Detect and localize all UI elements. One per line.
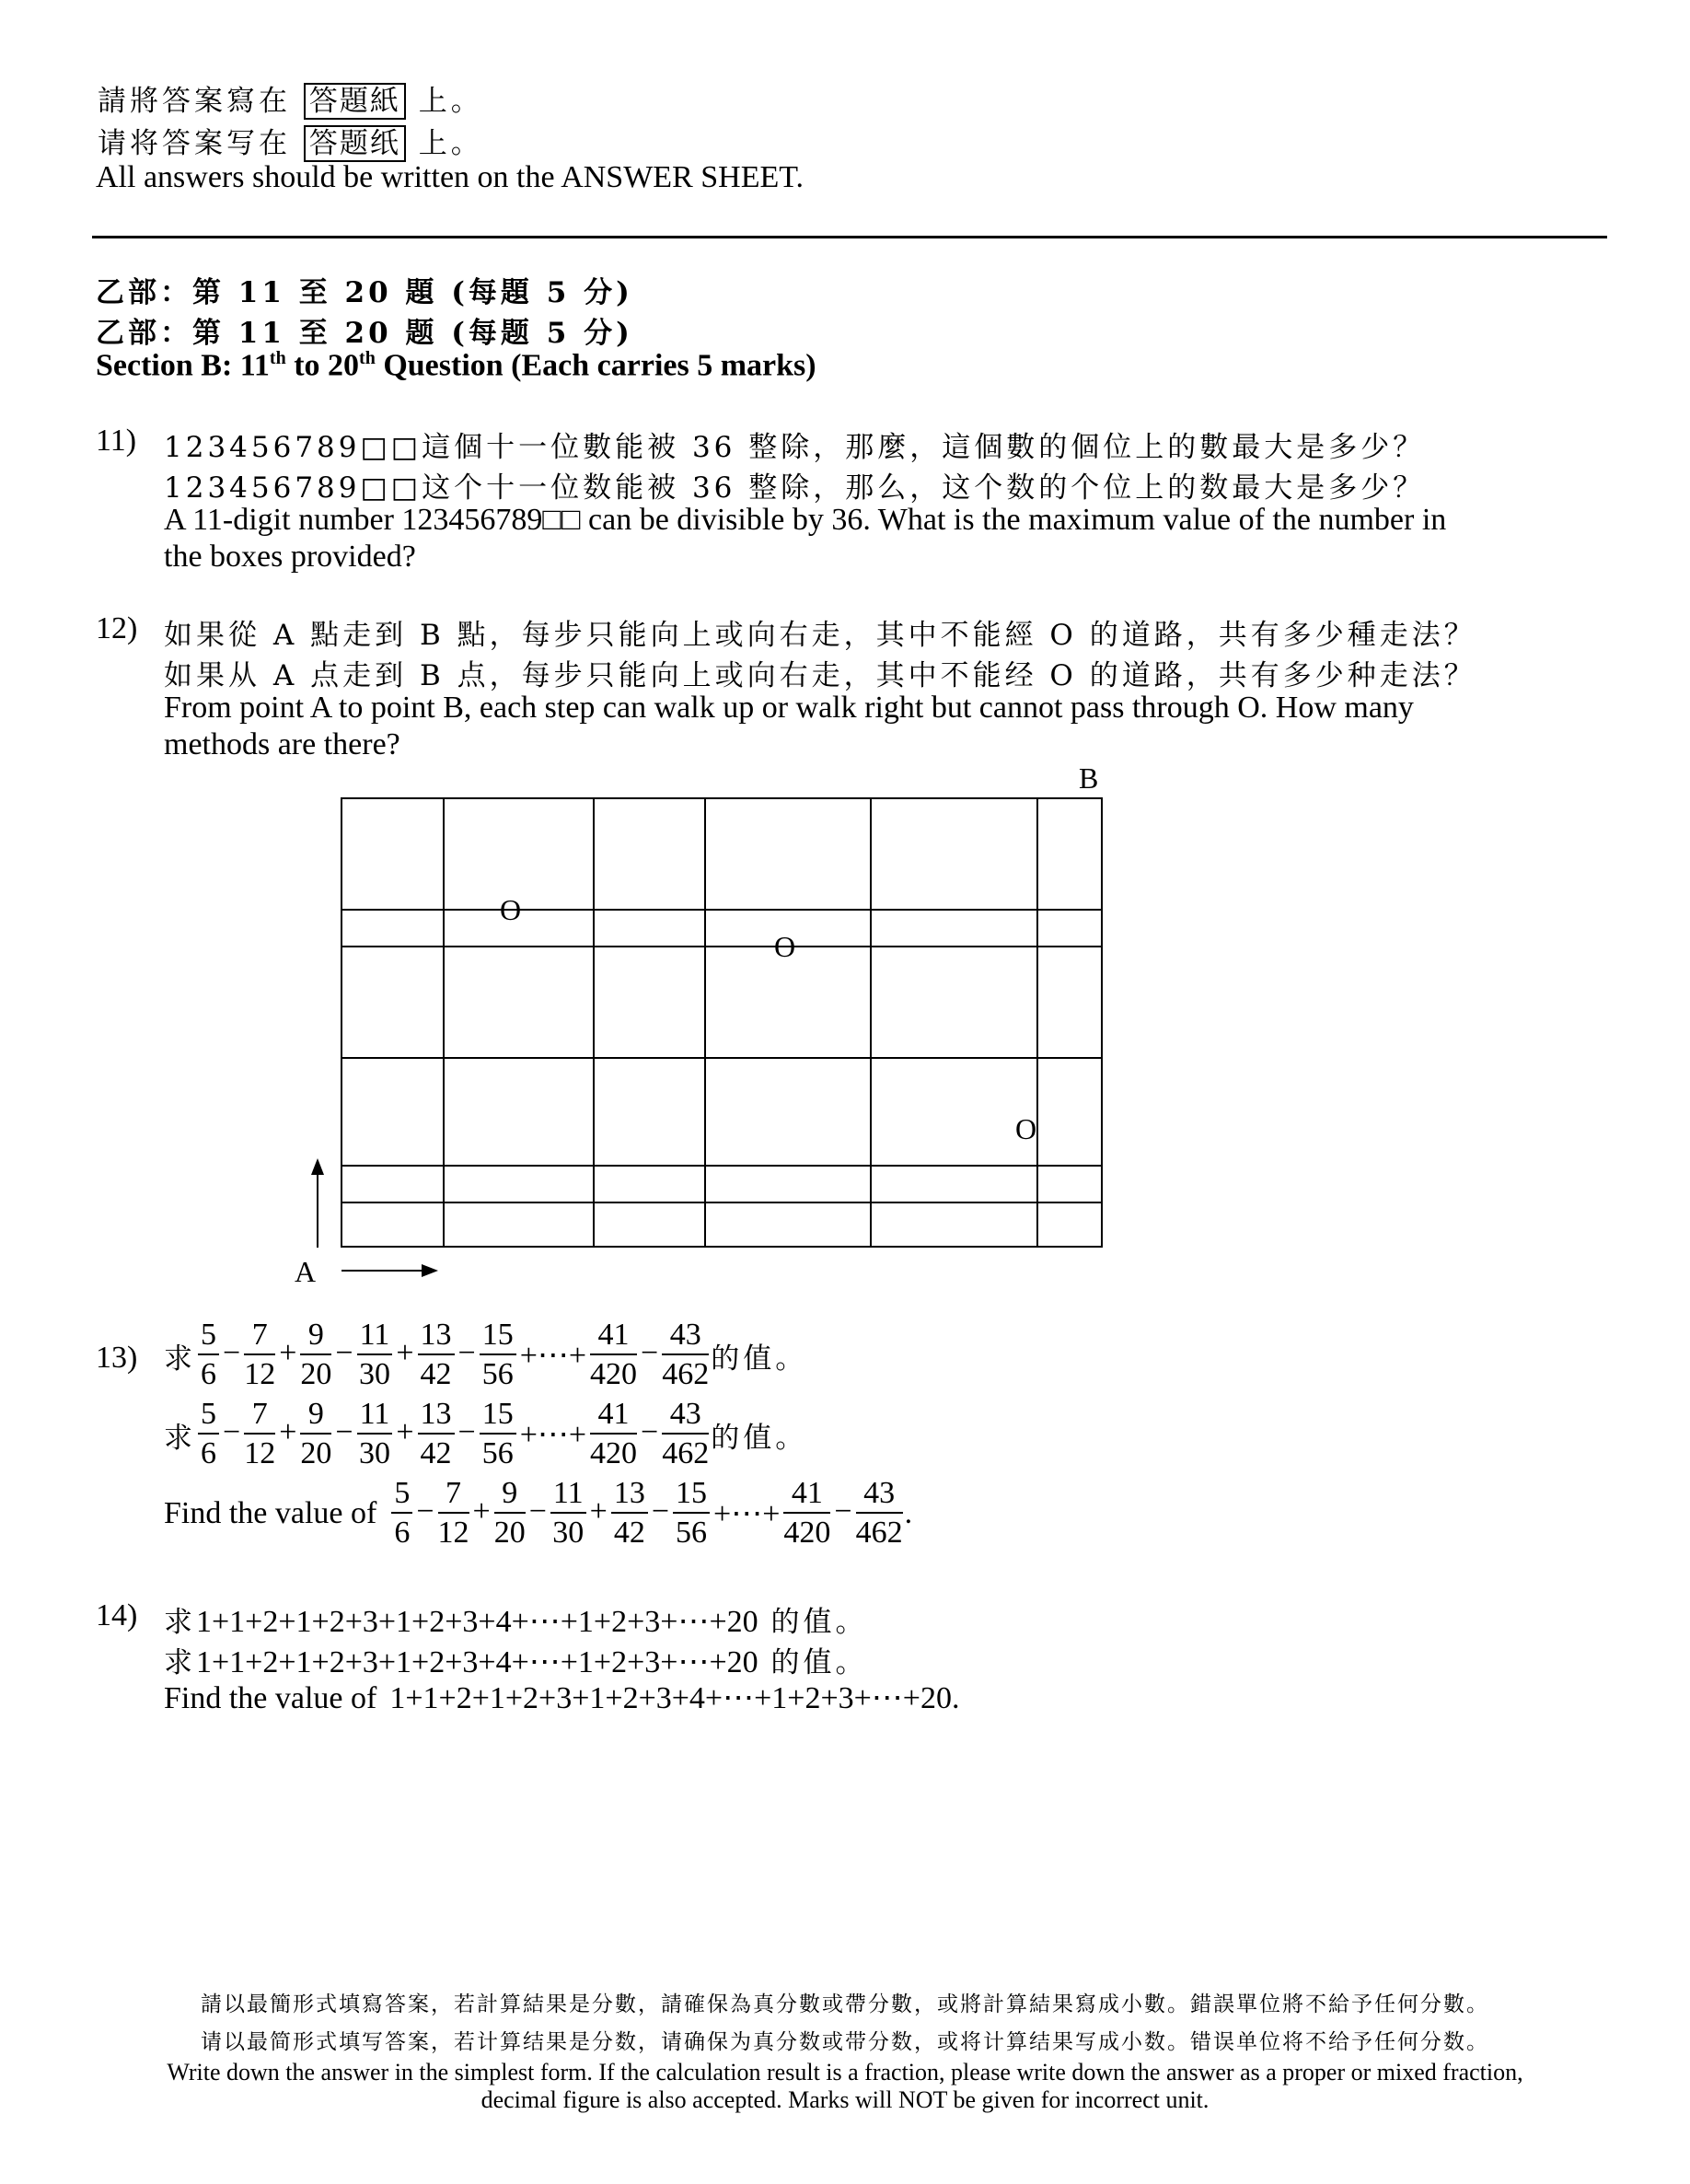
denominator: 462 [662,1357,710,1391]
fraction [357,1317,393,1394]
section-title-sup: th [269,348,286,368]
numerator: 11 [550,1475,586,1514]
denominator: 30 [358,1357,390,1391]
fraction [856,1475,903,1552]
numerator: 11 [357,1396,393,1435]
q14-prefix-en: Find the value of [164,1681,377,1715]
fraction [590,1317,637,1394]
denominator: 30 [552,1516,585,1550]
question-number: 14) [96,1598,138,1632]
numerator: 13 [611,1475,648,1514]
up-arrow-head-icon [311,1158,324,1175]
header-text: 上。 [418,127,483,160]
header-text: 请将答案写在 [98,127,291,160]
numerator: 43 [662,1396,709,1435]
numerator: 9 [300,1317,331,1355]
footer-text-en: Write down the answer in the simplest form. If the calculation result is a fraction, please write down the answer as a proper or mixed fraction, [167,2059,1523,2085]
header-line-simp [98,120,483,161]
q14-line-simp [164,1639,867,1680]
fraction [391,1475,412,1552]
section-title-trad: 乙部：第 11 至 20 題 (每題 5 分) [96,276,633,309]
numerator: 9 [300,1396,331,1435]
fraction [611,1475,648,1552]
q11-text-simp: 123456789□□这个十一位数能被 36 整除，那么，这个数的个位上的数最大是多少？ [164,471,1426,505]
denominator: 462 [855,1516,903,1550]
numerator: 43 [662,1317,709,1355]
q13-expr-trad [164,1317,807,1394]
section-title-part: to 20 [285,348,360,383]
numerator: 13 [418,1396,455,1435]
blocked-point-o: O [1015,1112,1037,1145]
q14-expression: 1+1+2+1+2+3+1+2+3+4+⋯+1+2+3+⋯+20 [196,1605,758,1639]
denominator: 42 [420,1357,452,1391]
denominator: 420 [590,1436,638,1470]
right-arrow-head-icon [422,1264,438,1277]
divider [92,236,1607,238]
operator: − [223,1335,241,1370]
denominator: 6 [201,1436,216,1470]
q14-line-trad [164,1598,867,1640]
footer-note [0,1987,1690,2114]
header-line-en: All answers should be written on the ANSWER SHEET. [96,160,804,194]
fraction [550,1475,586,1552]
operator: − [641,1335,659,1370]
fraction [783,1475,830,1552]
q13-prefix-en: Find the value of [164,1496,377,1530]
header-line-trad [98,77,483,119]
numerator: 5 [198,1396,219,1435]
denominator: 462 [662,1436,710,1470]
section-title-part: Section B: 11 [96,348,270,383]
operator: + [589,1493,608,1528]
q13-suffix: 的值。 [711,1421,808,1455]
operator: + [279,1414,297,1449]
q12-text-en: From point A to point B, each step can walk up or walk right but cannot pass through O. How many [164,691,1414,725]
denominator: 30 [358,1436,390,1470]
denominator: 20 [300,1357,332,1391]
header-text: 上。 [418,85,483,118]
operator: − [528,1493,547,1528]
q13-suffix-en: . [904,1496,913,1530]
q13-tail-fractions [781,1475,904,1552]
operator: + [396,1335,414,1370]
section-title-en [96,348,816,383]
q13-fractions [196,1317,518,1394]
footer-text-trad: 請以最簡形式填寫答案，若計算結果是分數，請確保為真分數或帶分數，或將計算結果寫成小數。錯誤單位將不給予任何分數。 [201,1992,1489,2016]
denominator: 20 [493,1516,526,1550]
question-number: 11) [96,424,137,458]
fraction [673,1475,710,1552]
label-a: A [295,1255,317,1288]
q13-tail-fractions [588,1317,711,1394]
numerator: 5 [198,1317,219,1355]
operator: − [223,1414,241,1449]
grid-border [341,798,1102,1247]
q12-text-en-2: methods are there? [164,727,400,761]
footer-text-en-2: decimal figure is also accepted. Marks will NOT be given for incorrect unit. [480,2086,1210,2113]
answer-sheet-box: 答題紙 [304,83,406,120]
fraction [198,1396,219,1473]
numerator: 13 [418,1317,455,1355]
q13-ellipsis: +⋯+ [519,1418,587,1452]
q11-text-en: A 11-digit number 123456789□□ can be divisible by 36. What is the maximum value of the number in [164,503,1447,537]
operator: − [457,1335,476,1370]
denominator: 42 [613,1516,645,1550]
numerator: 9 [494,1475,526,1514]
fraction [494,1475,526,1552]
blocked-point-o: O [500,893,522,926]
question-number: 12) [96,611,138,645]
operator: − [416,1493,434,1528]
label-b: B [1079,761,1099,795]
q13-expr-en [164,1475,912,1552]
path-grid-diagram [276,755,1141,1289]
operator: − [651,1493,670,1528]
fraction [300,1396,331,1473]
fraction [590,1396,637,1473]
q13-prefix: 求 [164,1421,196,1455]
operator: − [457,1414,476,1449]
q13-ellipsis: +⋯+ [519,1339,587,1373]
q14-line-en [164,1679,959,1716]
fraction [244,1317,275,1394]
numerator: 5 [391,1475,412,1514]
q13-suffix: 的值。 [711,1342,808,1376]
q13-fractions [196,1396,518,1473]
operator: + [279,1335,297,1370]
fraction [300,1317,331,1394]
denominator: 6 [394,1516,411,1550]
fraction [480,1396,516,1473]
operator: − [335,1335,353,1370]
q13-ellipsis: +⋯+ [713,1497,781,1531]
denominator: 56 [676,1516,708,1550]
numerator: 7 [244,1317,275,1355]
denominator: 12 [244,1436,276,1470]
section-title-simp: 乙部：第 11 至 20 题 (每题 5 分) [96,317,633,350]
q11-text-trad: 123456789□□這個十一位數能被 36 整除，那麼，這個數的個位上的數最大是多少？ [164,431,1426,464]
operator: − [335,1414,353,1449]
section-title-sup: th [359,348,376,368]
denominator: 420 [590,1357,638,1391]
denominator: 6 [201,1357,216,1391]
q13-fractions [389,1475,712,1552]
q14-prefix: 求 [164,1646,196,1679]
denominator: 20 [300,1436,332,1470]
fraction [662,1396,709,1473]
denominator: 12 [437,1516,469,1550]
numerator: 43 [856,1475,903,1514]
answer-sheet-box: 答题纸 [304,125,406,162]
header-text: 請將答案寫在 [98,85,291,118]
operator: + [472,1493,491,1528]
numerator: 15 [673,1475,710,1514]
q14-prefix: 求 [164,1606,196,1639]
numerator: 41 [783,1475,830,1514]
numerator: 11 [357,1317,393,1355]
denominator: 56 [481,1357,514,1391]
denominator: 42 [420,1436,452,1470]
operator: + [396,1414,414,1449]
q14-expression: 1+1+2+1+2+3+1+2+3+4+⋯+1+2+3+⋯+20 [196,1645,758,1679]
fraction [438,1475,469,1552]
operator: − [834,1493,852,1528]
section-title-part: Question (Each carries 5 marks) [375,348,816,383]
fraction [418,1317,455,1394]
fraction [480,1317,516,1394]
q12-text-simp: 如果从 A 点走到 B 点，每步只能向上或向右走，其中不能经 O 的道路，共有多少种走法？ [164,659,1476,692]
q13-prefix: 求 [164,1342,196,1376]
numerator: 15 [480,1396,516,1435]
q13-tail-fractions [588,1396,711,1473]
fraction [198,1317,219,1394]
numerator: 7 [438,1475,469,1514]
numerator: 7 [244,1396,275,1435]
q11-text-en-2: the boxes provided? [164,540,416,574]
fraction [418,1396,455,1473]
numerator: 41 [590,1317,637,1355]
fraction [244,1396,275,1473]
q12-text-trad: 如果從 A 點走到 B 點，每步只能向上或向右走，其中不能經 O 的道路，共有多少種走法？ [164,619,1476,652]
q14-suffix: 的值。 [758,1606,868,1639]
q14-suffix: 的值。 [758,1646,868,1679]
fraction [357,1396,393,1473]
blocked-point-o: O [774,930,796,963]
denominator: 56 [481,1436,514,1470]
q14-expression: 1+1+2+1+2+3+1+2+3+4+⋯+1+2+3+⋯+20 [389,1681,952,1715]
footer-text-simp: 请以最简形式填写答案，若计算结果是分数，请确保为真分数或带分数，或将计算结果写成小数。错误单位将不给予任何分数。 [201,2030,1489,2054]
q13-expr-simp [164,1396,807,1473]
q14-suffix-en: . [951,1681,960,1715]
operator: − [641,1414,659,1449]
fraction [662,1317,709,1394]
denominator: 420 [783,1516,831,1550]
numerator: 15 [480,1317,516,1355]
question-number: 13) [96,1341,138,1375]
numerator: 41 [590,1396,637,1435]
denominator: 12 [244,1357,276,1391]
